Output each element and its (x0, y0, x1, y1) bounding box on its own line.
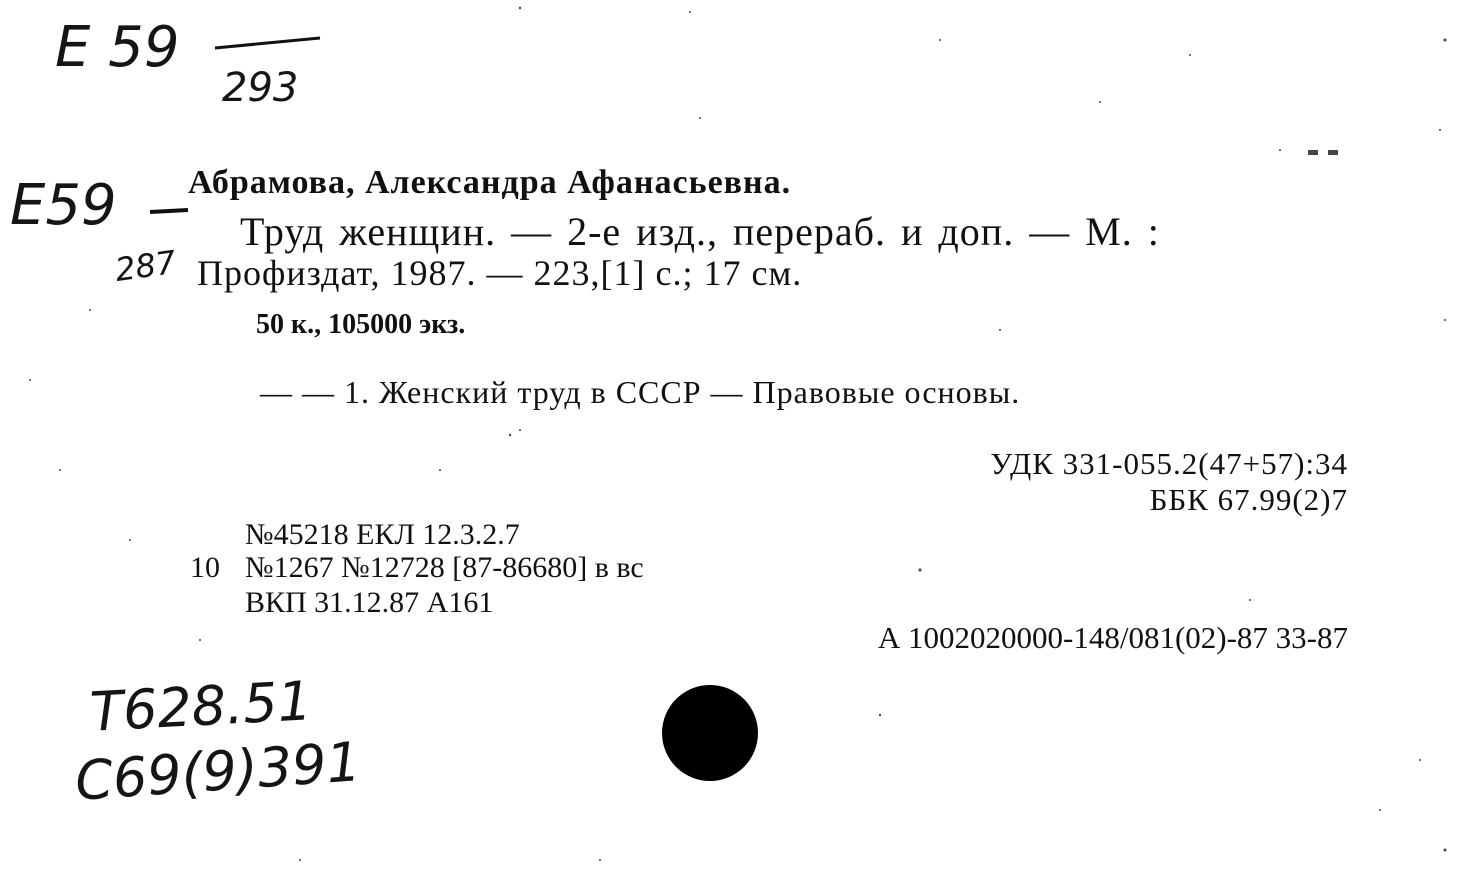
title-line: Труд женщин. — 2-е изд., перераб. и доп. — М. : (240, 209, 1160, 254)
order-line-3: ВКП 31.12.87 А161 (245, 586, 494, 619)
handwritten-call-number-1: T628.51 (88, 669, 314, 744)
order-line-2: №1267 №12728 [87-86680] в вс (245, 551, 644, 584)
handwritten-shelfmark-left: E59 (10, 173, 117, 238)
author-heading: Абрамова, Александра Афанасьевна. (188, 164, 792, 201)
subject-line: — — 1. Женский труд в СССР — Правовые основы. (260, 374, 1021, 410)
handwritten-shelfmark-top-sub: 293 (222, 65, 299, 111)
handwritten-shelfmark-left-sub: 287 (112, 242, 179, 290)
code-line: А 1002020000-148/081(02)-87 33-87 (877, 620, 1348, 655)
handwritten-shelfmark-top: E 59 (55, 15, 180, 80)
price-line: 50 к., 105000 экз. (256, 309, 466, 340)
udk-line: УДК 331-055.2(47+57):34 (990, 446, 1348, 481)
bbk-line: ББК 67.99(2)7 (1149, 482, 1348, 517)
handwritten-call-number-2: C69(9)391 (73, 730, 363, 813)
order-prefix: 10 (190, 551, 220, 584)
publisher-line: Профиздат, 1987. — 223,[1] с.; 17 см. (197, 253, 803, 293)
order-line-1: №45218 ЕКЛ 12.3.2.7 (245, 518, 520, 551)
